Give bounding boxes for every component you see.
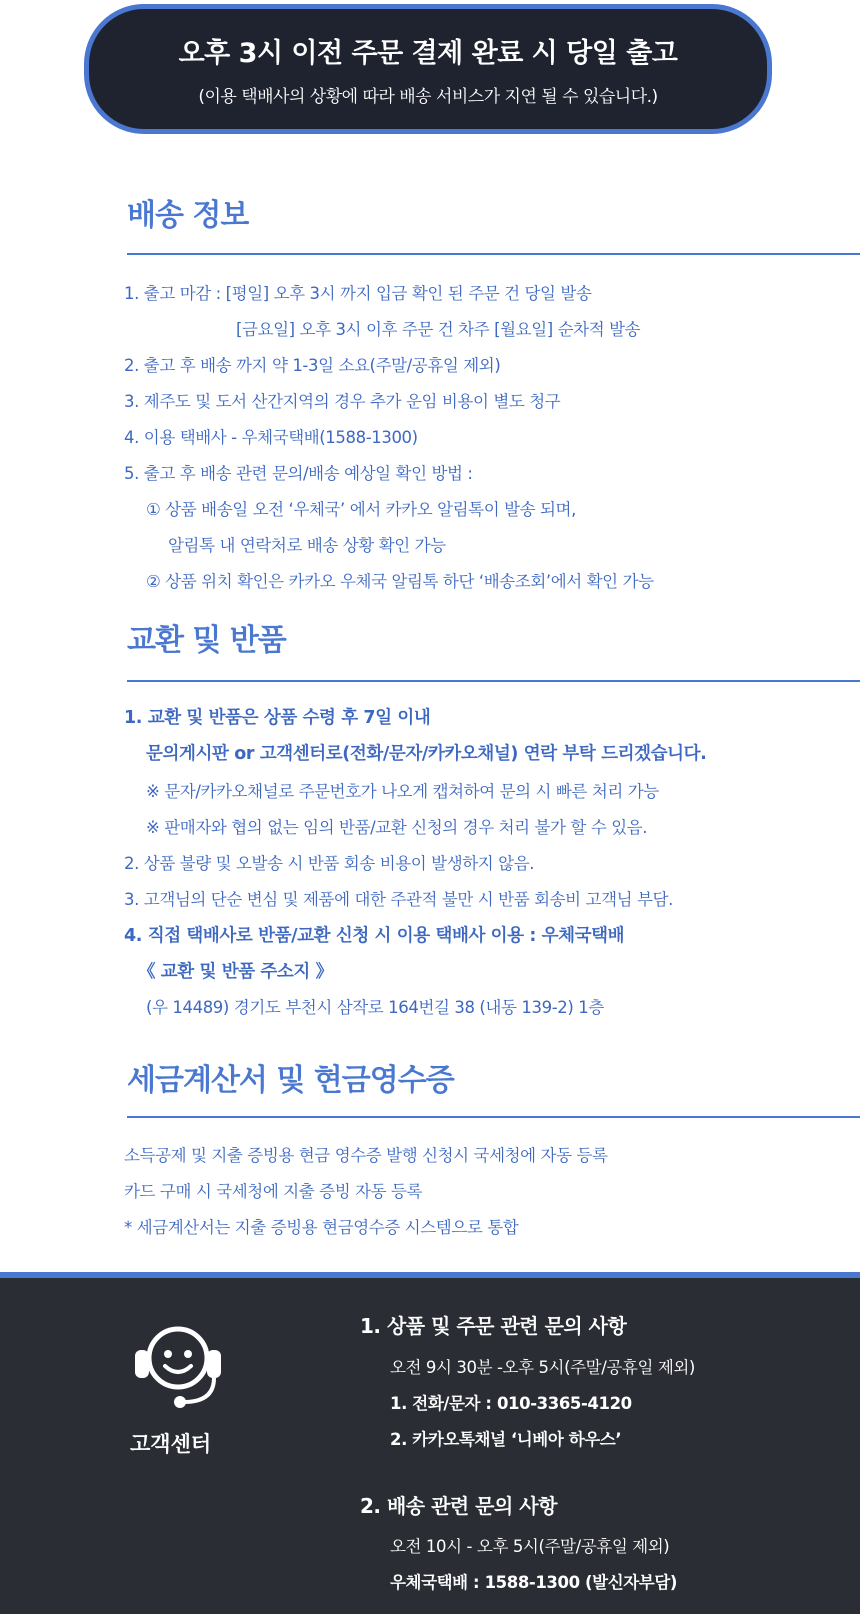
exchange-section-title: 교환 및 반품 bbox=[127, 623, 286, 658]
exchange-line: ※ 판매자와 협의 없는 임의 반품/교환 신청의 경우 처리 불가 할 수 있음. bbox=[146, 818, 648, 837]
exchange-line: 문의게시판 or 고객센터로(전화/문자/카카오채널) 연락 부탁 드리겠습니다. bbox=[146, 744, 707, 764]
tax-divider bbox=[127, 1116, 860, 1118]
delivery-inquiry-phone: 우체국택배 : 1588-1300 (발신자부담) bbox=[390, 1573, 677, 1592]
customer-center-label: 고객센터 bbox=[130, 1432, 212, 1456]
banner-subtitle: (이용 택배사의 상황에 따라 배송 서비스가 지연 될 수 있습니다.) bbox=[198, 87, 658, 107]
exchange-address: (우 14489) 경기도 부천시 삼작로 164번길 38 (내동 139-2) 1층 bbox=[146, 998, 604, 1017]
tax-section-title: 세금계산서 및 현금영수증 bbox=[127, 1063, 454, 1098]
tax-line: 카드 구매 시 국세청에 지출 증빙 자동 등록 bbox=[124, 1182, 423, 1201]
exchange-line: ※ 문자/카카오채널로 주문번호가 나오게 캡쳐하여 문의 시 빠른 처리 가능 bbox=[146, 782, 659, 801]
shipping-line: 1. 출고 마감 : [평일] 오후 3시 까지 입금 확인 된 주문 건 당일 발송 bbox=[124, 284, 592, 303]
shipping-line: 2. 출고 후 배송 까지 약 1-3일 소요(주말/공휴일 제외) bbox=[124, 356, 501, 375]
product-inquiry-kakao: 2. 카카오톡채널 ‘니베아 하우스’ bbox=[390, 1430, 622, 1449]
shipping-line: 3. 제주도 및 도서 산간지역의 경우 추가 운임 비용이 별도 청구 bbox=[124, 392, 561, 411]
shipping-line: 5. 출고 후 배송 관련 문의/배송 예상일 확인 방법 : bbox=[124, 464, 473, 483]
shipping-line: [금요일] 오후 3시 이후 주문 건 차주 [월요일] 순차적 발송 bbox=[236, 320, 641, 339]
tax-line: * 세금계산서는 지출 증빙용 현금영수증 시스템으로 통합 bbox=[124, 1218, 519, 1237]
exchange-line: 3. 고객님의 단순 변심 및 제품에 대한 주관적 불만 시 반품 회송비 고객님 부담. bbox=[124, 890, 673, 909]
exchange-line: 4. 직접 택배사로 반품/교환 신청 시 이용 택배사 이용 : 우체국택배 bbox=[124, 926, 625, 946]
product-inquiry-hours: 오전 9시 30분 -오후 5시(주말/공휴일 제외) bbox=[390, 1358, 695, 1377]
delivery-inquiry-title: 2. 배송 관련 문의 사항 bbox=[360, 1494, 557, 1518]
shipping-divider bbox=[127, 253, 860, 255]
shipping-line: ② 상품 위치 확인은 카카오 우체국 알림톡 하단 ‘배송조회’에서 확인 가능 bbox=[146, 572, 654, 591]
shipping-section-title: 배송 정보 bbox=[127, 198, 249, 233]
exchange-line: 1. 교환 및 반품은 상품 수령 후 7일 이내 bbox=[124, 708, 431, 728]
same-day-shipping-banner bbox=[84, 4, 772, 134]
shipping-line: ① 상품 배송일 오전 ‘우체국’ 에서 카카오 알림톡이 발송 되며, bbox=[146, 500, 576, 519]
exchange-divider bbox=[127, 680, 860, 682]
product-inquiry-title: 1. 상품 및 주문 관련 문의 사항 bbox=[360, 1314, 627, 1338]
product-inquiry-phone: 1. 전화/문자 : 010-3365-4120 bbox=[390, 1394, 632, 1413]
banner-title: 오후 3시 이전 주문 결제 완료 시 당일 출고 bbox=[178, 38, 678, 69]
tax-line: 소득공제 및 지출 증빙용 현금 영수증 발행 신청시 국세청에 자동 등록 bbox=[124, 1146, 608, 1165]
headset-icon bbox=[128, 1320, 228, 1410]
shipping-line: 알림톡 내 연락처로 배송 상황 확인 가능 bbox=[168, 536, 446, 555]
exchange-address-heading: 《 교환 및 반품 주소지 》 bbox=[138, 962, 333, 982]
delivery-inquiry-hours: 오전 10시 - 오후 5시(주말/공휴일 제외) bbox=[390, 1537, 670, 1556]
shipping-line: 4. 이용 택배사 - 우체국택배(1588-1300) bbox=[124, 428, 418, 447]
exchange-line: 2. 상품 불량 및 오발송 시 반품 회송 비용이 발생하지 않음. bbox=[124, 854, 535, 873]
